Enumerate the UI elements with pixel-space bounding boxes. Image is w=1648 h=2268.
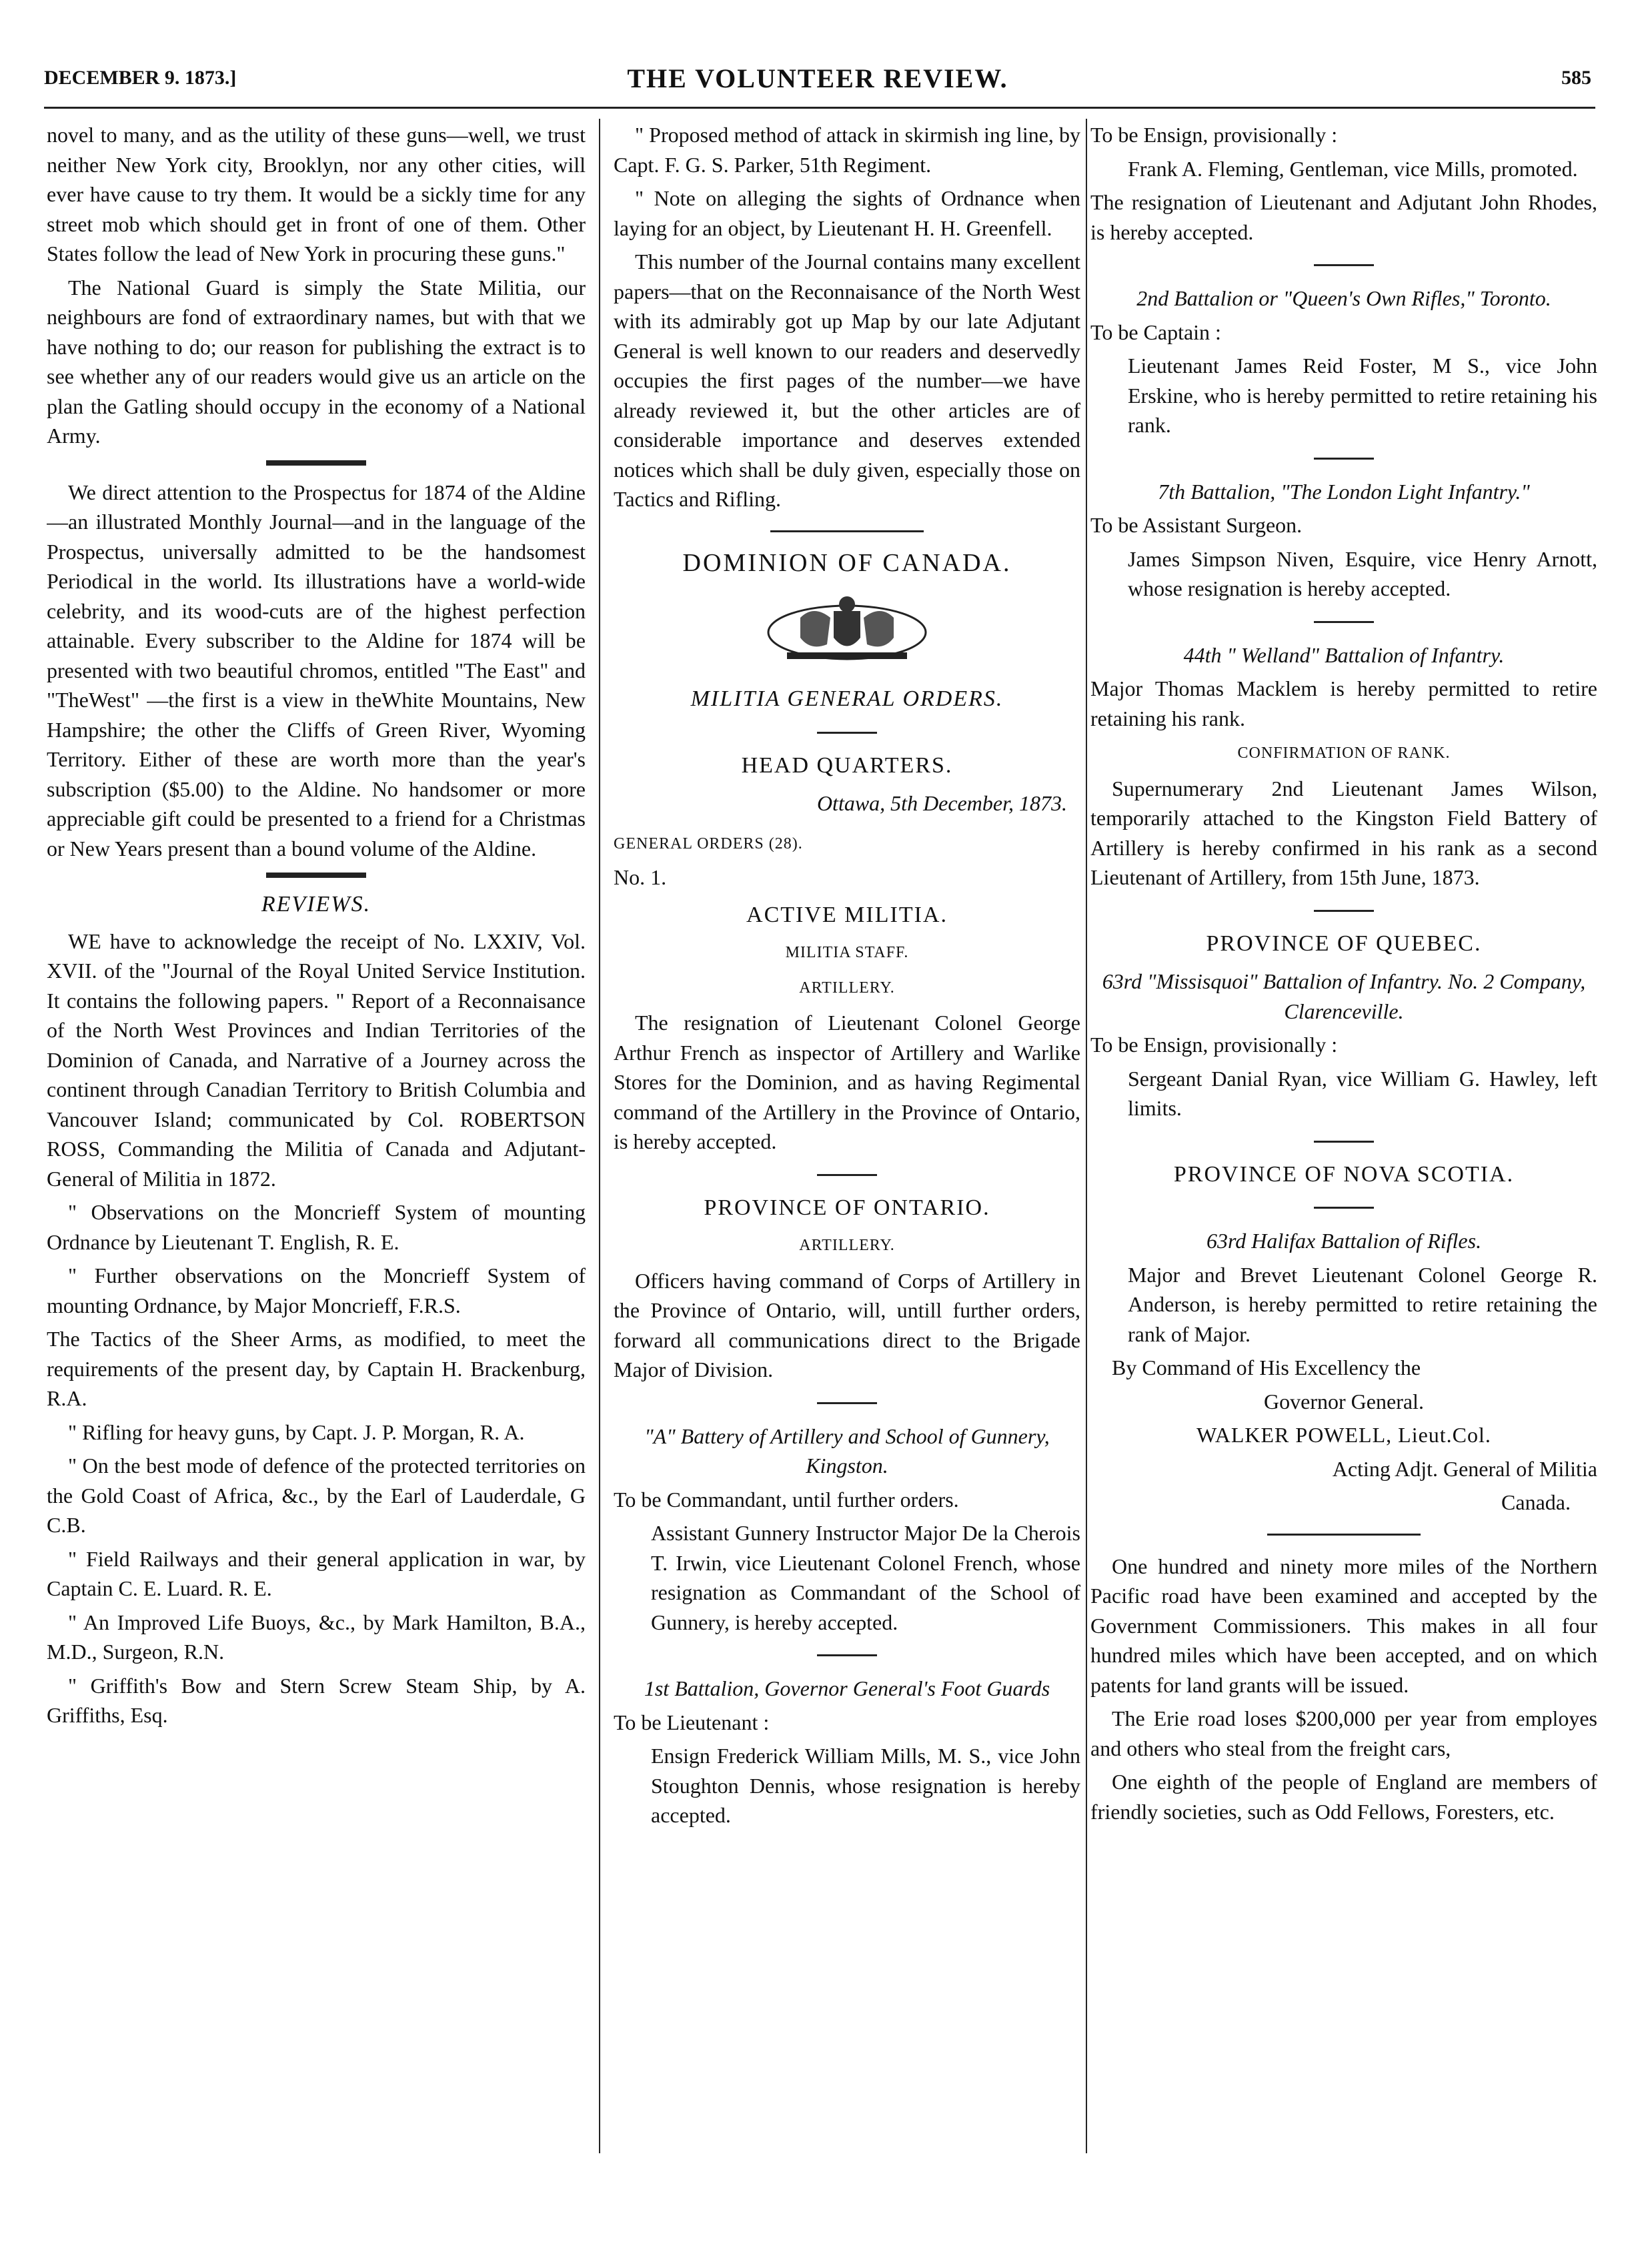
paragraph-reviews-intro: WE have to acknowledge the receipt of No. LXXIV, Vol. XVII. of the "Journal of the Royal United Service Institution. It contains the following papers. " Report of a Reconnaisance of the North West Provinces and Indian Territories of the Dominion of Canada, and Narrative of a Journey across the continent through Canadian Territory to British Columbia and Vancouver Island; communicated by Col. ROBERTSON ROSS, Commanding the Militia of Canada and Adjutant-General of Militia in 1872. bbox=[47, 929, 586, 1191]
militia-staff-heading: MILITIA STAFF. bbox=[785, 944, 909, 961]
paragraph-resignation-french: The resignation of Lieutenant Colonel George Arthur French as inspector of Artillery and Warlike Stores for the Dominion, and as having Regimental command of the Artillery in the Province of Ontario, is hereby accepted. bbox=[614, 1011, 1080, 1153]
section-divider bbox=[1267, 1534, 1421, 1536]
battalion-heading: 1st Battalion, Governor General's Foot Guards bbox=[644, 1676, 1050, 1700]
active-militia-heading: ACTIVE MILITIA. bbox=[746, 902, 948, 927]
order-number: No. 1. bbox=[614, 865, 667, 889]
appointment-detail: Lieutenant James Reid Foster, M S., vice John Erskine, who is hereby permitted to retire retaining his rank. bbox=[1128, 354, 1597, 437]
appointment-line: To be Ensign, provisionally : bbox=[1090, 123, 1338, 147]
section-divider bbox=[817, 1654, 877, 1656]
battery-heading: "A" Battery of Artillery and School of Gunnery, Kingston. bbox=[644, 1424, 1050, 1478]
paragraph-review-item: The Tactics of the Sheer Arms, as modified, to meet the requirements of the present day, by Captain H. Brackenburg, R.A. bbox=[47, 1327, 586, 1410]
section-divider bbox=[817, 1174, 877, 1176]
appointment-line: To be Captain : bbox=[1090, 320, 1221, 344]
signature-place: Canada. bbox=[1501, 1490, 1571, 1514]
section-divider bbox=[817, 1402, 877, 1404]
paragraph-review-item: " Field Railways and their general application in war, by Captain C. E. Luard. R. E. bbox=[47, 1546, 586, 1600]
paragraph-northern-pacific: One hundred and ninety more miles of the Northern Pacific road have been examined and accepted by the Government Commissioners. This makes in all four hundred miles which have been accepted, and on which patents for land grants will be issued. bbox=[1090, 1554, 1597, 1697]
paragraph-gatling-guns: novel to many, and as the utility of these guns—well, we trust neither New York city, Brooklyn, nor any other cities, will ever have cause to try them. It would be a sickly time for any street mob which should get in front of one of them. Other States follow the lead of New York in procuring these guns." bbox=[47, 123, 586, 265]
paragraph-wilson: Supernumerary 2nd Lieutenant James Wilson, temporarily attached to the Kingston Field Battery of Artillery is hereby confirmed in his rank as a second Lieutenant of Artillery, from 15th June, 1873. bbox=[1090, 776, 1597, 889]
appointment-detail: James Simpson Niven, Esquire, vice Henry Arnott, whose resignation is hereby accepted. bbox=[1128, 546, 1597, 600]
page-number: 585 bbox=[1561, 67, 1591, 89]
section-divider bbox=[1314, 264, 1374, 266]
paragraph-national-guard: The National Guard is simply the State Militia, our neighbours are fond of extraordinary names, but with that we have nothing to do; our reason for publishing the extract is to see whether any of our readers would give us an article on the plan the Gatling should occupy in the economy of a National Army. bbox=[47, 275, 586, 448]
section-divider bbox=[1314, 621, 1374, 623]
reviews-heading: REVIEWS. bbox=[261, 892, 371, 917]
section-divider bbox=[1314, 1207, 1374, 1209]
appointment-line: To be Assistant Surgeon. bbox=[1090, 513, 1303, 537]
signature-title: Acting Adjt. General of Militia bbox=[1332, 1456, 1597, 1481]
header-rule bbox=[44, 107, 1595, 109]
paragraph-macklem: Major Thomas Macklem is hereby permitted to retire retaining his rank. bbox=[1090, 676, 1597, 730]
section-divider bbox=[817, 732, 877, 734]
general-orders-label: GENERAL ORDERS (28). bbox=[614, 834, 803, 853]
column-divider-2 bbox=[1086, 119, 1087, 2153]
column-1 bbox=[47, 120, 586, 2181]
column-2 bbox=[614, 120, 1080, 2181]
appointment-line: To be Lieutenant : bbox=[614, 1710, 770, 1734]
appointment-detail: Major and Brevet Lieutenant Colonel George R. Anderson, is hereby permitted to retire retaining the rank of Major. bbox=[1128, 1262, 1597, 1346]
column-3 bbox=[1090, 120, 1597, 2181]
appointment-detail: Frank A. Fleming, Gentleman, vice Mills, promoted. bbox=[1128, 156, 1578, 181]
artillery-heading: ARTILLERY. bbox=[799, 1237, 895, 1254]
headquarters-date: Ottawa, 5th December, 1873. bbox=[816, 791, 1067, 815]
appointment-line: To be Commandant, until further orders. bbox=[614, 1487, 959, 1512]
appointment-detail: Sergeant Danial Ryan, vice William G. Hawley, left limits. bbox=[1128, 1066, 1597, 1120]
militia-orders-heading: MILITIA GENERAL ORDERS. bbox=[690, 686, 1004, 711]
section-divider bbox=[1314, 910, 1374, 912]
section-divider bbox=[770, 530, 924, 532]
coat-of-arms-icon bbox=[760, 591, 934, 671]
section-divider bbox=[266, 873, 366, 878]
paragraph-resignation-rhodes: The resignation of Lieutenant and Adjutant John Rhodes, is hereby accepted. bbox=[1090, 190, 1597, 244]
paragraph-review-item: " Further observations on the Moncrieff System of mounting Ordnance, by Major Moncrieff, F.R.S. bbox=[47, 1263, 586, 1317]
paragraph-review-item: " Note on alleging the sights of Ordnance when laying for an object, by Lieutenant H. H. Greenfell. bbox=[614, 186, 1080, 240]
section-divider bbox=[1314, 458, 1374, 460]
paragraph-review-item: " Observations on the Moncrieff System of mounting Ordnance by Lieutenant T. English, R. E. bbox=[47, 1200, 586, 1254]
battalion-heading: 63rd Halifax Battalion of Rifles. bbox=[1206, 1229, 1482, 1253]
battalion-heading: 63rd "Missisquoi" Battalion of Infantry. No. 2 Company, Clarenceville. bbox=[1102, 969, 1586, 1023]
battalion-heading: 44th " Welland" Battalion of Infantry. bbox=[1183, 642, 1505, 667]
paragraph-review-item: " Rifling for heavy guns, by Capt. J. P. Morgan, R. A. bbox=[68, 1420, 525, 1444]
paragraph-friendly-societies: One eighth of the people of England are members of friendly societies, such as Odd Fellows, Foresters, etc. bbox=[1090, 1770, 1597, 1824]
paragraph-erie-road: The Erie road loses $200,000 per year from employes and others who steal from the freight cars, bbox=[1090, 1706, 1597, 1760]
artillery-heading: ARTILLERY. bbox=[799, 979, 895, 997]
signature-name: WALKER POWELL, Lieut.Col. bbox=[1196, 1423, 1491, 1447]
issue-date: DECEMBER 9. 1873.] bbox=[44, 67, 237, 89]
command-line: Governor General. bbox=[1264, 1389, 1424, 1413]
publication-title: THE VOLUNTEER REVIEW. bbox=[627, 63, 1008, 93]
paragraph-artillery-ontario: Officers having command of Corps of Artillery in the Province of Ontario, will, untill further orders, forward all communications direct to the Brigade Major of Division. bbox=[614, 1268, 1080, 1381]
paragraph-journal-summary: This number of the Journal contains many excellent papers—that on the Reconnaisance of the North West with its admirably got up Map by our late Adjutant General is well known to our readers and deservedly occupies the first pages of the number—we have already reviewed it, but the other articles are of considerable importance and deserves extended notices which shall be duly given, especially those on Tactics and Rifling. bbox=[614, 249, 1080, 511]
column-divider-1 bbox=[599, 119, 600, 2153]
appointment-detail: Ensign Frederick William Mills, M. S., vice John Stoughton Dennis, whose resignation is hereby accepted. bbox=[651, 1744, 1080, 1827]
section-divider bbox=[1314, 1141, 1374, 1143]
section-divider bbox=[266, 460, 366, 466]
battalion-heading: 7th Battalion, "The London Light Infantry." bbox=[1158, 479, 1530, 504]
page-header bbox=[44, 61, 1591, 108]
headquarters-heading: HEAD QUARTERS. bbox=[741, 752, 953, 778]
paragraph-review-item: " Proposed method of attack in skirmish ing line, by Capt. F. G. S. Parker, 51th Regiment. bbox=[614, 123, 1080, 177]
province-ontario-heading: PROVINCE OF ONTARIO. bbox=[704, 1195, 990, 1220]
confirmation-heading: CONFIRMATION OF RANK. bbox=[1237, 744, 1451, 762]
paragraph-review-item: " On the best mode of defence of the protected territories on the Gold Coast of Africa, &c., by the Earl of Lauderdale, G C.B. bbox=[47, 1454, 586, 1537]
paragraph-aldine: We direct attention to the Prospectus for 1874 of the Aldine—an illustrated Monthly Journal—and in the language of the Prospectus, universally admitted to be the handsomest Periodical in the world. Its illustrations have a world-wide celebrity, and its wood-cuts are of the highest perfection attainable. Every subscriber to the Aldine for 1874 will be presented with two beautiful chromos, entitled "The East" and "TheWest" —the first is a view in theWhite Mountains, New Hampshire; the other the Cliffs of Green River, Wyoming Territory. Either of these are worth more than the year's subscription ($5.00) to the Aldine. No handsomer or more appreciable gift could be presented to a friend for a Christmas or New Years present than a bound volume of the Aldine. bbox=[47, 480, 586, 861]
paragraph-review-item: " Griffith's Bow and Stern Screw Steam Ship, by A. Griffiths, Esq. bbox=[47, 1673, 586, 1727]
province-nova-scotia-heading: PROVINCE OF NOVA SCOTIA. bbox=[1173, 1161, 1515, 1187]
battalion-heading: 2nd Battalion or "Queen's Own Rifles," Toronto. bbox=[1136, 286, 1551, 310]
province-quebec-heading: PROVINCE OF QUEBEC. bbox=[1206, 931, 1482, 956]
command-line: By Command of His Excellency the bbox=[1112, 1355, 1421, 1379]
appointment-line: To be Ensign, provisionally : bbox=[1090, 1033, 1338, 1057]
appointment-detail: Assistant Gunnery Instructor Major De la Cherois T. Irwin, vice Lieutenant Colonel French, whose resignation as Commandant of the School of Gunnery, is hereby accepted. bbox=[651, 1521, 1080, 1634]
dominion-heading: DOMINION OF CANADA. bbox=[682, 548, 1012, 577]
paragraph-review-item: " An Improved Life Buoys, &c., by Mark Hamilton, B.A., M.D., Surgeon, R.N. bbox=[47, 1610, 586, 1664]
